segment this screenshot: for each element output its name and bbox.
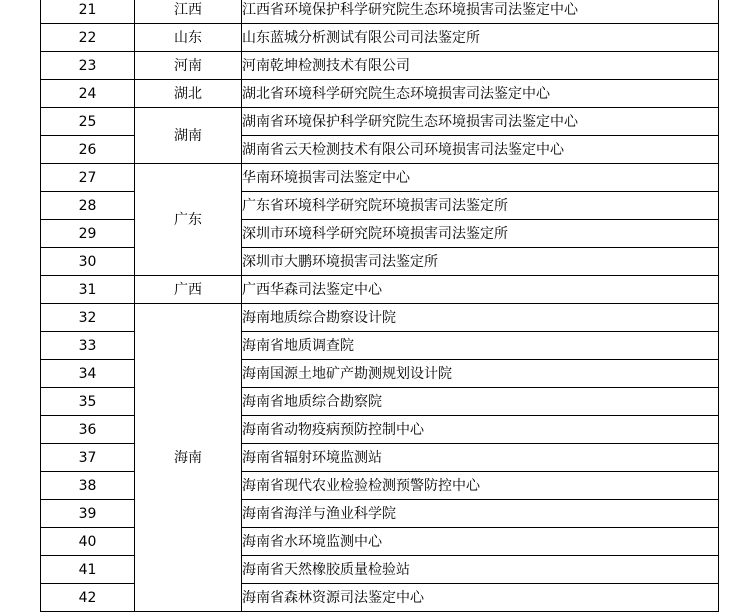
- table-row: [41, 304, 719, 332]
- institution-name-cell: 海南省海洋与渔业科学院: [242, 500, 719, 528]
- institution-name-cell: 海南省辐射环境监测站: [242, 444, 719, 472]
- institution-name-cell: 江西省环境保护科学研究院生态环境损害司法鉴定中心: [242, 0, 719, 24]
- table-row: [41, 108, 719, 136]
- institution-name-cell: 湖南省环境保护科学研究院生态环境损害司法鉴定中心: [242, 108, 719, 136]
- institution-name-cell: 湖北省环境科学研究院生态环境损害司法鉴定中心: [242, 80, 719, 108]
- province-cell: 河南: [135, 52, 242, 80]
- institution-name-cell: 湖南省云天检测技术有限公司环境损害司法鉴定中心: [242, 136, 719, 164]
- province-cell: 广西: [135, 276, 242, 304]
- institution-name-cell: 河南乾坤检测技术有限公司: [242, 52, 719, 80]
- row-number-cell: 29: [41, 220, 135, 248]
- row-number-cell: 38: [41, 472, 135, 500]
- table-body: [41, 0, 719, 612]
- institution-name-cell: 海南国源土地矿产勘测规划设计院: [242, 360, 719, 388]
- institution-name-cell: 海南省动物疫病预防控制中心: [242, 416, 719, 444]
- institution-name-cell: 海南地质综合勘察设计院: [242, 304, 719, 332]
- institution-name-cell: 山东蓝城分析测试有限公司司法鉴定所: [242, 24, 719, 52]
- appraisal-institution-table: [40, 0, 719, 612]
- institution-name-cell: 华南环境损害司法鉴定中心: [242, 164, 719, 192]
- row-number-cell: 36: [41, 416, 135, 444]
- table-row: [41, 276, 719, 304]
- row-number-cell: 22: [41, 24, 135, 52]
- row-number-cell: 42: [41, 584, 135, 612]
- province-cell: 海南: [135, 304, 242, 612]
- row-number-cell: 39: [41, 500, 135, 528]
- row-number-cell: 33: [41, 332, 135, 360]
- institution-name-cell: 深圳市大鹏环境损害司法鉴定所: [242, 248, 719, 276]
- row-number-cell: 21: [41, 0, 135, 24]
- row-number-cell: 34: [41, 360, 135, 388]
- row-number-cell: 25: [41, 108, 135, 136]
- row-number-cell: 26: [41, 136, 135, 164]
- table-row: [41, 52, 719, 80]
- row-number-cell: 23: [41, 52, 135, 80]
- row-number-cell: 40: [41, 528, 135, 556]
- institution-name-cell: 海南省地质调查院: [242, 332, 719, 360]
- table-row: [41, 0, 719, 24]
- row-number-cell: 24: [41, 80, 135, 108]
- row-number-cell: 41: [41, 556, 135, 584]
- institution-name-cell: 海南省地质综合勘察院: [242, 388, 719, 416]
- table-row: [41, 24, 719, 52]
- table-row: [41, 80, 719, 108]
- institution-name-cell: 海南省天然橡胶质量检验站: [242, 556, 719, 584]
- institution-name-cell: 海南省水环境监测中心: [242, 528, 719, 556]
- institution-name-cell: 海南省森林资源司法鉴定中心: [242, 584, 719, 612]
- row-number-cell: 31: [41, 276, 135, 304]
- institution-name-cell: 海南省现代农业检验检测预警防控中心: [242, 472, 719, 500]
- row-number-cell: 32: [41, 304, 135, 332]
- row-number-cell: 35: [41, 388, 135, 416]
- row-number-cell: 28: [41, 192, 135, 220]
- institution-name-cell: 深圳市环境科学研究院环境损害司法鉴定所: [242, 220, 719, 248]
- table-row: [41, 164, 719, 192]
- province-cell: 广东: [135, 164, 242, 276]
- province-cell: 湖南: [135, 108, 242, 164]
- institution-name-cell: 广东省环境科学研究院环境损害司法鉴定所: [242, 192, 719, 220]
- row-number-cell: 30: [41, 248, 135, 276]
- row-number-cell: 37: [41, 444, 135, 472]
- province-cell: 山东: [135, 24, 242, 52]
- row-number-cell: 27: [41, 164, 135, 192]
- province-cell: 江西: [135, 0, 242, 24]
- province-cell: 湖北: [135, 80, 242, 108]
- institution-name-cell: 广西华森司法鉴定中心: [242, 276, 719, 304]
